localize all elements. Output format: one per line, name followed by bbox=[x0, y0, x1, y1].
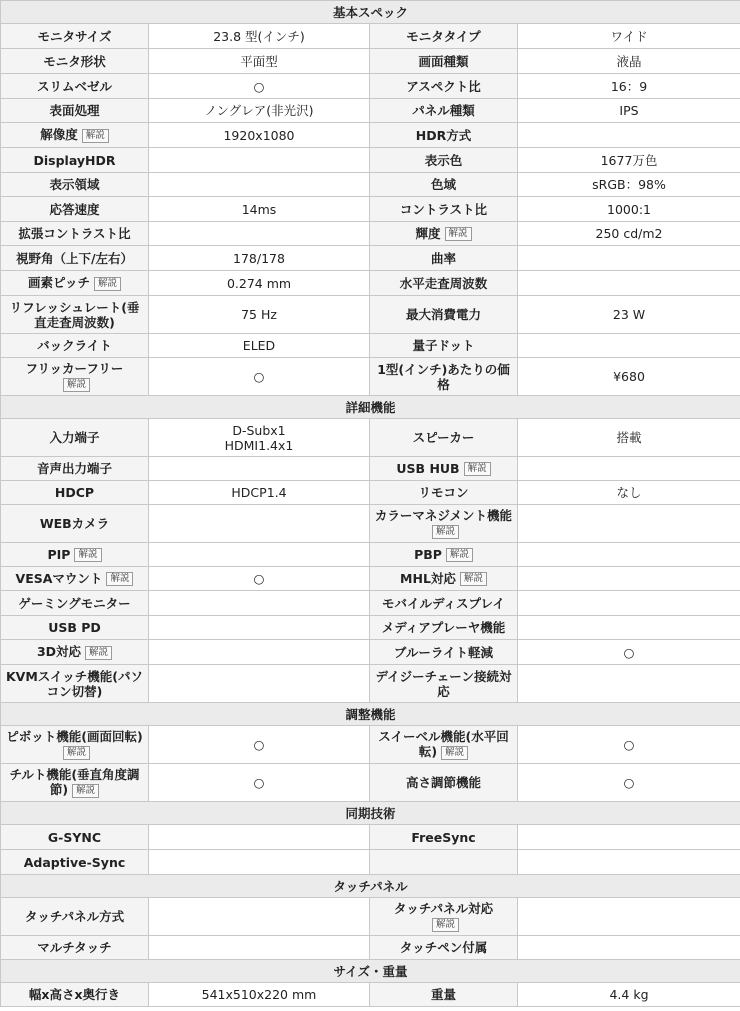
pixel-pitch-value[interactable]: 0.274 mm bbox=[149, 271, 370, 296]
pip-label: PIP bbox=[47, 546, 71, 562]
contrast-value: 1000:1 bbox=[518, 197, 740, 222]
vesa-value[interactable]: ○ bbox=[149, 567, 370, 591]
help-button[interactable]: 解説 bbox=[82, 129, 109, 143]
mhl-label-cell bbox=[370, 567, 518, 591]
help-button[interactable]: 解説 bbox=[446, 548, 473, 562]
3d-value bbox=[149, 640, 370, 665]
backlight-label: バックライト bbox=[1, 334, 149, 358]
monitor-type-value[interactable]: ワイド bbox=[518, 24, 740, 49]
3d-label: 3D対応 bbox=[36, 644, 82, 660]
freesync-value bbox=[518, 825, 740, 850]
weight-label: 重量 bbox=[370, 983, 518, 1007]
slim-bezel-label: スリムベゼル bbox=[1, 74, 149, 99]
kvm-label: KVMスイッチ機能(パソコン切替) bbox=[1, 665, 149, 703]
flicker-free-value[interactable]: ○ bbox=[149, 358, 370, 396]
gamut-value: sRGB：98% bbox=[518, 173, 740, 197]
pip-label-cell bbox=[1, 543, 149, 567]
pivot-label: ピボット機能(画面回転) bbox=[6, 729, 143, 745]
color-management-value bbox=[518, 505, 740, 543]
displayhdr-value bbox=[149, 148, 370, 173]
help-button[interactable]: 解説 bbox=[94, 277, 121, 291]
help-button[interactable]: 解説 bbox=[63, 378, 90, 392]
response-value: 14ms bbox=[149, 197, 370, 222]
touch-method-label: タッチパネル方式 bbox=[1, 898, 149, 936]
help-button[interactable]: 解説 bbox=[432, 918, 459, 932]
refresh-rate-value: 75 Hz bbox=[149, 296, 370, 334]
curvature-value bbox=[518, 246, 740, 271]
max-power-value[interactable]: 23 W bbox=[518, 296, 740, 334]
monitor-type-label: モニタタイプ bbox=[370, 24, 518, 49]
displayhdr-label: DisplayHDR bbox=[1, 148, 149, 173]
backlight-value: ELED bbox=[149, 334, 370, 358]
gaming-monitor-value bbox=[149, 591, 370, 616]
remote-value[interactable]: なし bbox=[518, 481, 740, 505]
section-touch: タッチパネル bbox=[1, 875, 740, 898]
brightness-value[interactable]: 250 cd/m2 bbox=[518, 222, 740, 246]
pixel-pitch-label-cell bbox=[1, 271, 149, 296]
gaming-monitor-label: ゲーミングモニター bbox=[1, 591, 149, 616]
max-power-label: 最大消費電力 bbox=[370, 296, 518, 334]
quantum-dot-label: 量子ドット bbox=[370, 334, 518, 358]
audio-out-value bbox=[149, 457, 370, 481]
tilt-label: チルト機能(垂直角度調節) bbox=[9, 767, 140, 798]
screen-kind-value[interactable]: 液晶 bbox=[518, 49, 740, 74]
flicker-free-label: フリッカーフリー bbox=[25, 361, 124, 377]
resolution-value: 1920x1080 bbox=[149, 123, 370, 148]
colors-value: 1677万色 bbox=[518, 148, 740, 173]
hfreq-label: 水平走査周波数 bbox=[370, 271, 518, 296]
input-terminal-line: HDMI1.4x1 bbox=[224, 437, 294, 453]
swivel-value[interactable]: ○ bbox=[518, 726, 740, 764]
refresh-rate-label: リフレッシュレート(垂直走査周波数) bbox=[1, 296, 149, 334]
section-sync: 同期技術 bbox=[1, 802, 740, 825]
brightness-label: 輝度 bbox=[415, 225, 441, 241]
adaptive-sync-value bbox=[149, 850, 370, 875]
swivel-label-cell bbox=[370, 726, 518, 764]
help-button[interactable]: 解説 bbox=[432, 525, 459, 539]
mhl-label: MHL対応 bbox=[400, 570, 456, 586]
help-button[interactable]: 解説 bbox=[460, 572, 487, 586]
monitor-shape-value[interactable]: 平面型 bbox=[149, 49, 370, 74]
aspect-ratio-value[interactable]: 16：9 bbox=[518, 74, 740, 99]
price-per-inch-value: ¥680 bbox=[518, 358, 740, 396]
mobile-display-label: モバイルディスプレイ bbox=[370, 591, 518, 616]
price-per-inch-label: 1型(インチ)あたりの価格 bbox=[370, 358, 518, 396]
panel-value: IPS bbox=[518, 99, 740, 123]
speaker-label: スピーカー bbox=[370, 419, 518, 457]
help-button[interactable]: 解説 bbox=[464, 462, 491, 476]
resolution-label-cell bbox=[1, 123, 149, 148]
pixel-pitch-label: 画素ピッチ bbox=[27, 275, 90, 291]
section-basic-spec: 基本スペック bbox=[1, 1, 740, 24]
touch-pen-value bbox=[518, 936, 740, 960]
touch-method-value bbox=[149, 898, 370, 936]
help-button[interactable]: 解説 bbox=[74, 548, 101, 562]
kvm-value bbox=[149, 665, 370, 703]
hdr-label: HDR方式 bbox=[370, 123, 518, 148]
resolution-label: 解像度 bbox=[40, 127, 78, 143]
hdcp-value: HDCP1.4 bbox=[149, 481, 370, 505]
webcam-label: WEBカメラ bbox=[1, 505, 149, 543]
screen-kind-label: 画面種類 bbox=[370, 49, 518, 74]
pbp-value bbox=[518, 543, 740, 567]
viewing-angle-value: 178/178 bbox=[149, 246, 370, 271]
empty-label bbox=[370, 850, 518, 875]
weight-value[interactable]: 4.4 kg bbox=[518, 983, 740, 1007]
usb-hub-label: USB HUB bbox=[396, 460, 460, 476]
height-adjust-value[interactable]: ○ bbox=[518, 764, 740, 802]
ext-contrast-value bbox=[149, 222, 370, 246]
contrast-label: コントラスト比 bbox=[370, 197, 518, 222]
usb-hub-value bbox=[518, 457, 740, 481]
swivel-label: スイーベル機能(水平回転) bbox=[378, 729, 509, 760]
aspect-ratio-label: アスペクト比 bbox=[370, 74, 518, 99]
hdr-value bbox=[518, 123, 740, 148]
hdcp-label: HDCP bbox=[1, 481, 149, 505]
panel-label: パネル種類 bbox=[370, 99, 518, 123]
help-button[interactable]: 解説 bbox=[441, 746, 468, 760]
usb-hub-label-cell bbox=[370, 457, 518, 481]
input-terminal-value bbox=[149, 419, 370, 457]
dimensions-value: 541x510x220 mm bbox=[149, 983, 370, 1007]
input-terminal-line: D-Subx1 bbox=[232, 422, 286, 438]
display-area-value bbox=[149, 173, 370, 197]
daisy-chain-label: デイジーチェーン接続対応 bbox=[370, 665, 518, 703]
gsync-value bbox=[149, 825, 370, 850]
input-terminal-label: 入力端子 bbox=[1, 419, 149, 457]
vesa-label: VESAマウント bbox=[15, 570, 103, 586]
ext-contrast-label: 拡張コントラスト比 bbox=[1, 222, 149, 246]
dimensions-label: 幅x高さx奥行き bbox=[1, 983, 149, 1007]
hfreq-value bbox=[518, 271, 740, 296]
help-button[interactable]: 解説 bbox=[106, 572, 133, 586]
viewing-angle-label: 視野角（上下/左右） bbox=[1, 246, 149, 271]
monitor-size-value[interactable]: 23.8 型(インチ) bbox=[149, 24, 370, 49]
gamut-label: 色域 bbox=[370, 173, 518, 197]
usb-pd-label: USB PD bbox=[1, 616, 149, 640]
section-adjust: 調整機能 bbox=[1, 703, 740, 726]
freesync-label: FreeSync bbox=[370, 825, 518, 850]
tilt-value[interactable]: ○ bbox=[149, 764, 370, 802]
help-button[interactable]: 解説 bbox=[63, 746, 90, 760]
adaptive-sync-label: Adaptive-Sync bbox=[1, 850, 149, 875]
surface-value[interactable]: ノングレア(非光沢) bbox=[149, 99, 370, 123]
vesa-label-cell bbox=[1, 567, 149, 591]
help-button[interactable]: 解説 bbox=[445, 227, 472, 241]
multi-touch-label: マルチタッチ bbox=[1, 936, 149, 960]
remote-label: リモコン bbox=[370, 481, 518, 505]
monitor-shape-label: モニタ形状 bbox=[1, 49, 149, 74]
colors-label: 表示色 bbox=[370, 148, 518, 173]
monitor-size-label: モニタサイズ bbox=[1, 24, 149, 49]
pivot-label-cell bbox=[1, 726, 149, 764]
media-player-label: メディアプレーヤ機能 bbox=[370, 616, 518, 640]
webcam-value bbox=[149, 505, 370, 543]
quantum-dot-value bbox=[518, 334, 740, 358]
color-management-label-cell bbox=[370, 505, 518, 543]
help-button[interactable]: 解説 bbox=[72, 784, 99, 798]
tilt-label-cell bbox=[1, 764, 149, 802]
touch-support-label-cell bbox=[370, 898, 518, 936]
mhl-value bbox=[518, 567, 740, 591]
speaker-value[interactable]: 搭載 bbox=[518, 419, 740, 457]
audio-out-label: 音声出力端子 bbox=[1, 457, 149, 481]
pbp-label-cell bbox=[370, 543, 518, 567]
pivot-value[interactable]: ○ bbox=[149, 726, 370, 764]
pbp-label: PBP bbox=[414, 546, 442, 562]
3d-label-cell bbox=[1, 640, 149, 665]
help-button[interactable]: 解説 bbox=[85, 646, 112, 660]
slim-bezel-value[interactable]: ○ bbox=[149, 74, 370, 99]
blue-light-label: ブルーライト軽減 bbox=[370, 640, 518, 665]
multi-touch-value bbox=[149, 936, 370, 960]
media-player-value bbox=[518, 616, 740, 640]
touch-pen-label: タッチペン付属 bbox=[370, 936, 518, 960]
flicker-free-label-cell bbox=[1, 358, 149, 396]
display-area-label: 表示領域 bbox=[1, 173, 149, 197]
blue-light-value[interactable]: ○ bbox=[518, 640, 740, 665]
touch-support-value bbox=[518, 898, 740, 936]
section-size: サイズ・重量 bbox=[1, 960, 740, 983]
height-adjust-label: 高さ調節機能 bbox=[370, 764, 518, 802]
curvature-label: 曲率 bbox=[370, 246, 518, 271]
response-label: 応答速度 bbox=[1, 197, 149, 222]
usb-pd-value bbox=[149, 616, 370, 640]
surface-label: 表面処理 bbox=[1, 99, 149, 123]
touch-support-label: タッチパネル対応 bbox=[393, 901, 494, 917]
section-detail: 詳細機能 bbox=[1, 396, 740, 419]
brightness-label-cell bbox=[370, 222, 518, 246]
empty-value bbox=[518, 850, 740, 875]
gsync-label: G-SYNC bbox=[1, 825, 149, 850]
mobile-display-value bbox=[518, 591, 740, 616]
color-management-label: カラーマネジメント機能 bbox=[374, 508, 513, 524]
daisy-chain-value bbox=[518, 665, 740, 703]
pip-value bbox=[149, 543, 370, 567]
